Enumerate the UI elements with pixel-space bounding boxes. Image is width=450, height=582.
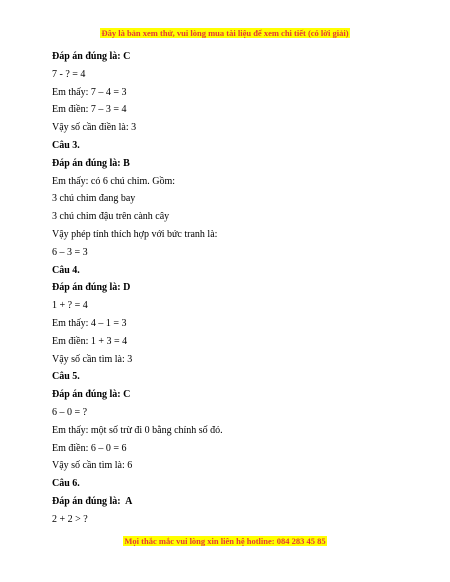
text-line: 7 - ? = 4 bbox=[52, 68, 86, 80]
text-line: Em điền: 6 – 0 = 6 bbox=[52, 442, 127, 454]
preview-notice-banner bbox=[0, 28, 450, 38]
text-line: Em điền: 1 + 3 = 4 bbox=[52, 335, 128, 347]
text-line: Vậy số cần điền là: 3 bbox=[52, 122, 137, 134]
hotline-text: Mọi thắc mắc vui lòng xin liên hệ hotline: 084 283 45 85 bbox=[124, 536, 326, 546]
heading-line: Đáp án đúng là: B bbox=[52, 157, 130, 169]
text-line: Em thấy: 7 – 4 = 3 bbox=[52, 86, 127, 98]
heading-line: Đáp án đúng là: C bbox=[52, 51, 131, 62]
text-line: 3 chú chim đậu trên cành cây bbox=[52, 211, 170, 223]
text-line: 1 + ? = 4 bbox=[52, 300, 88, 312]
heading-line: Đáp án đúng là: C bbox=[52, 389, 131, 401]
text-line: Em điền: 7 – 3 = 4 bbox=[52, 104, 127, 116]
heading-line: Đáp án đúng là: D bbox=[52, 282, 131, 294]
document-body bbox=[52, 48, 412, 529]
text-line: Em thấy: một số trừ đi 0 bằng chính số đó. bbox=[52, 424, 223, 436]
text-line: 3 chú chim đang bay bbox=[52, 193, 136, 205]
text-line: Em thấy: có 6 chú chim. Gồm: bbox=[52, 175, 176, 187]
text-line: Vậy số cần tìm là: 6 bbox=[52, 460, 133, 472]
heading-line: Câu 4. bbox=[52, 264, 80, 276]
heading-line: Câu 5. bbox=[52, 371, 80, 383]
heading-line: Câu 3. bbox=[52, 139, 80, 151]
heading-line: Câu 6. bbox=[52, 478, 80, 490]
heading-line: Đáp án đúng là: A bbox=[52, 495, 133, 507]
text-line: Vậy phép tính thích hợp với bức tranh là: bbox=[52, 228, 218, 240]
text-line: 2 + 2 > ? bbox=[52, 513, 88, 525]
hotline-banner bbox=[0, 536, 450, 546]
text-line: 6 – 3 = 3 bbox=[52, 246, 88, 258]
preview-notice-text: Đây là bản xem thử, vui lòng mua tài liệu để xem chi tiết (có lời giải) bbox=[101, 28, 349, 38]
text-line: 6 – 0 = ? bbox=[52, 406, 88, 418]
text-line: Vậy số cần tìm là: 3 bbox=[52, 353, 133, 365]
text-line: Em thấy: 4 – 1 = 3 bbox=[52, 317, 127, 329]
